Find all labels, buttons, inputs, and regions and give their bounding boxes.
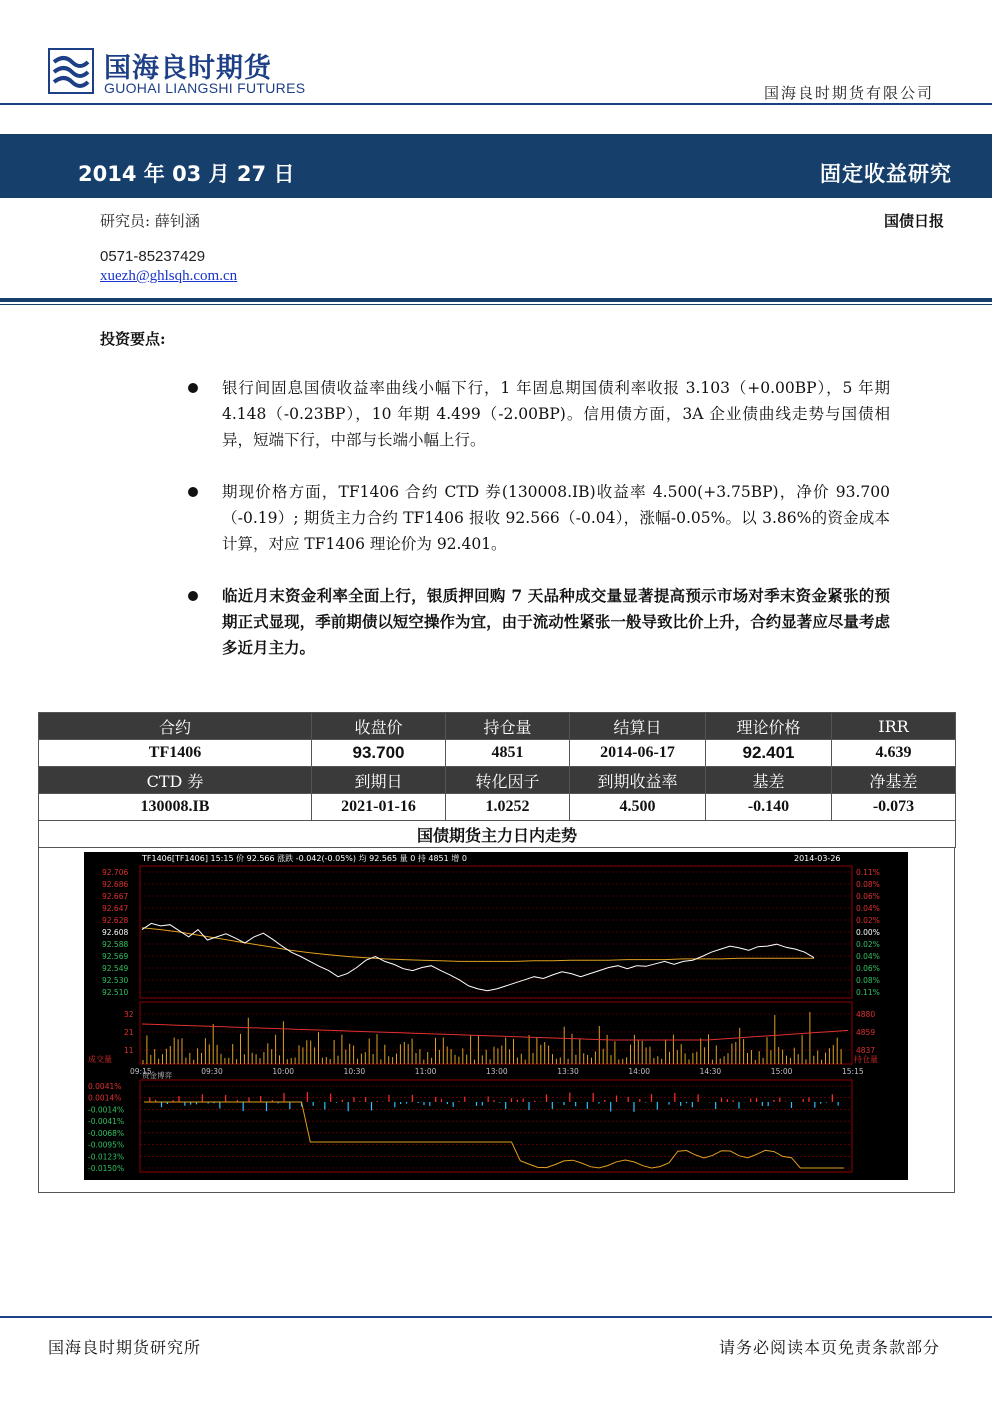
price-tick-label: 92.588: [102, 940, 129, 949]
time-tick-label: 09:15: [130, 1067, 152, 1076]
table-cell: 92.401: [706, 740, 832, 767]
table-cell: 4.500: [570, 794, 706, 821]
table-cell: 2021-01-16: [312, 794, 446, 821]
footer-divider: [0, 1316, 992, 1318]
table-cell: 93.700: [312, 740, 446, 767]
cumulative-flow-line: [144, 1102, 844, 1168]
price-tick-label: 92.628: [102, 916, 129, 925]
table-header-cell: 收盘价: [312, 713, 446, 740]
pct-tick-label: 0.02%: [856, 940, 880, 949]
flow-tick-label: -0.0123%: [88, 1152, 125, 1162]
price-tick-label: 92.647: [102, 904, 129, 913]
logo-english-name: GUOHAI LIANGSHI FUTURES: [104, 80, 306, 96]
table-cell: 4851: [446, 740, 570, 767]
flow-tick-label: 0.0014%: [88, 1093, 122, 1103]
table-header-cell: 持仓量: [446, 713, 570, 740]
time-tick-label: 14:00: [628, 1067, 651, 1076]
chart-date-label: 2014-03-26: [794, 854, 841, 863]
researcher-phone: 0571-85237429: [100, 248, 206, 265]
flow-tick-label: 0.0041%: [88, 1082, 122, 1091]
pct-tick-label: 0.11%: [856, 988, 880, 997]
flow-panel-frame: [140, 1080, 852, 1172]
table-header-cell: 结算日: [570, 713, 706, 740]
time-tick-label: 09:30: [201, 1067, 223, 1076]
table-header-cell: 合约: [39, 713, 312, 740]
table-header-cell: 到期日: [312, 767, 446, 794]
oi-axis-label: 持仓量: [854, 1055, 878, 1064]
footer-institute: 国海良时期货研究所: [48, 1338, 202, 1357]
flow-tick-label: -0.0150%: [88, 1164, 125, 1173]
logo-mark-icon: [48, 48, 94, 94]
flow-tick-label: -0.0041%: [88, 1117, 125, 1127]
report-category: 固定收益研究: [820, 162, 952, 186]
table-cell: 2014-06-17: [570, 740, 706, 767]
meta-divider: [0, 298, 992, 302]
oi-tick-label: 4859: [856, 1028, 876, 1037]
table-row: [39, 740, 956, 767]
pct-tick-label: 0.04%: [856, 904, 880, 913]
bullet-icon: [186, 381, 200, 395]
pct-tick-label: 0.04%: [856, 952, 880, 961]
chart-info-line: TF1406[TF1406] 15:15 价 92.566 涨跌 -0.042(-0.05%) 均 92.565 量 0 持 4851 增 0: [142, 854, 467, 863]
time-tick-label: 15:00: [770, 1067, 793, 1076]
table-header-cell: 到期收益率: [570, 767, 706, 794]
time-tick-label: 13:00: [486, 1067, 508, 1076]
key-point-2: 期现价格方面，TF1406 合约 CTD 券(130008.IB)收益率 4.500(+3.75BP)，净价 93.700（-0.19）; 期货主力合约 TF1406 报收 92.566（-0.04），涨幅-0.05%。以 3.86%的资金成本计算，对应 TF1406 理论价为 92.401。: [222, 483, 890, 553]
oi-tick-label: 4880: [856, 1010, 876, 1019]
table-row: [39, 794, 956, 821]
table-header-row: [39, 713, 956, 740]
time-tick-label: 11:00: [414, 1067, 437, 1076]
report-type: 国债日报: [883, 212, 944, 230]
researcher-email-link[interactable]: xuezh@ghlsqh.com.cn: [100, 268, 238, 284]
flow-panel-label: 资金博弈: [142, 1071, 172, 1080]
table-header-cell: 理论价格: [706, 713, 832, 740]
time-tick-label: 13:30: [557, 1067, 579, 1076]
price-tick-label: 92.608: [102, 928, 129, 937]
footer-disclaimer-note: 请务必阅读本页免责条款部分: [718, 1338, 940, 1357]
table-cell: 1.0252: [446, 794, 570, 821]
volume-tick-label: 32: [124, 1010, 134, 1019]
oi-tick-label: 4837: [856, 1046, 876, 1055]
bullet-icon: [186, 485, 200, 499]
table-cell: -0.073: [832, 794, 956, 821]
table-header-cell: IRR: [832, 713, 956, 740]
time-tick-label: 10:30: [343, 1067, 366, 1076]
table-cell: TF1406: [39, 740, 312, 767]
time-tick-label: 15:15: [842, 1067, 864, 1076]
price-tick-label: 92.549: [102, 964, 129, 973]
price-tick-label: 92.510: [102, 988, 129, 997]
table-cell: 4.639: [832, 740, 956, 767]
key-point-1: 银行间固息国债收益率曲线小幅下行，1 年固息期国债利率收报 3.103（+0.00BP），5 年期 4.148（-0.23BP），10 年期 4.499（-2.00BP)。信用债方面，3A 企业债曲线走势与国债相异，短端下行，中部与长端小幅上行。: [222, 379, 890, 449]
pct-tick-label: 0.11%: [856, 868, 880, 877]
pct-tick-label: 0.06%: [856, 892, 880, 901]
futures-summary-table: [38, 712, 956, 848]
header-divider: [0, 103, 992, 105]
researcher-name: 研究员: 薛钊涵: [100, 212, 200, 230]
chart-caption: 国债期货主力日内走势: [39, 821, 956, 848]
table-header-cell: 基差: [706, 767, 832, 794]
title-banner: [0, 134, 992, 198]
volume-tick-label: 11: [124, 1046, 134, 1055]
price-tick-label: 92.667: [102, 892, 129, 901]
logo-chinese-name: 国海良时期货: [104, 53, 272, 84]
price-line: [142, 923, 814, 990]
intraday-price-chart: [84, 852, 908, 1180]
table-header-cell: CTD 券: [39, 767, 312, 794]
pct-tick-label: 0.08%: [856, 880, 880, 889]
bullet-icon: [186, 589, 200, 603]
table-header-cell: 净基差: [832, 767, 956, 794]
pct-tick-label: 0.06%: [856, 964, 880, 973]
time-tick-label: 10:00: [272, 1067, 295, 1076]
report-date: 2014 年 03 月 27 日: [78, 162, 295, 186]
key-point-3: 临近月末资金利率全面上行，银质押回购 7 天品种成交量显著提高预示市场对季末资金紧张的预期正式显现，季前期债以短空操作为宜，由于流动性紧张一般导致比价上升，合约显著应尽量考虑多近月主力。: [222, 586, 890, 657]
table-cell: 130008.IB: [39, 794, 312, 821]
volume-axis-label: 成交量: [88, 1055, 112, 1064]
price-tick-label: 92.686: [102, 880, 129, 889]
price-tick-label: 92.706: [102, 868, 129, 877]
table-header-cell: 转化因子: [446, 767, 570, 794]
volume-panel-frame: [140, 1002, 852, 1064]
avg-price-line: [142, 928, 814, 962]
pct-tick-label: 0.02%: [856, 916, 880, 925]
price-tick-label: 92.530: [102, 976, 129, 985]
volume-tick-label: 21: [124, 1028, 134, 1037]
company-logo: [48, 46, 323, 100]
price-tick-label: 92.569: [102, 952, 129, 961]
table-cell: -0.140: [706, 794, 832, 821]
flow-tick-label: -0.0068%: [88, 1128, 125, 1138]
flow-tick-label: -0.0095%: [88, 1140, 125, 1150]
flow-tick-label: -0.0014%: [88, 1105, 125, 1115]
pct-tick-label: 0.08%: [856, 976, 880, 985]
meta-divider-thin: [0, 304, 992, 305]
company-name: 国海良时期货有限公司: [763, 84, 934, 102]
pct-tick-label: 0.00%: [856, 928, 880, 937]
key-points-title: 投资要点:: [100, 330, 166, 348]
time-tick-label: 14:30: [699, 1067, 722, 1076]
table-header-row: [39, 767, 956, 794]
table-caption-row: [39, 821, 956, 848]
